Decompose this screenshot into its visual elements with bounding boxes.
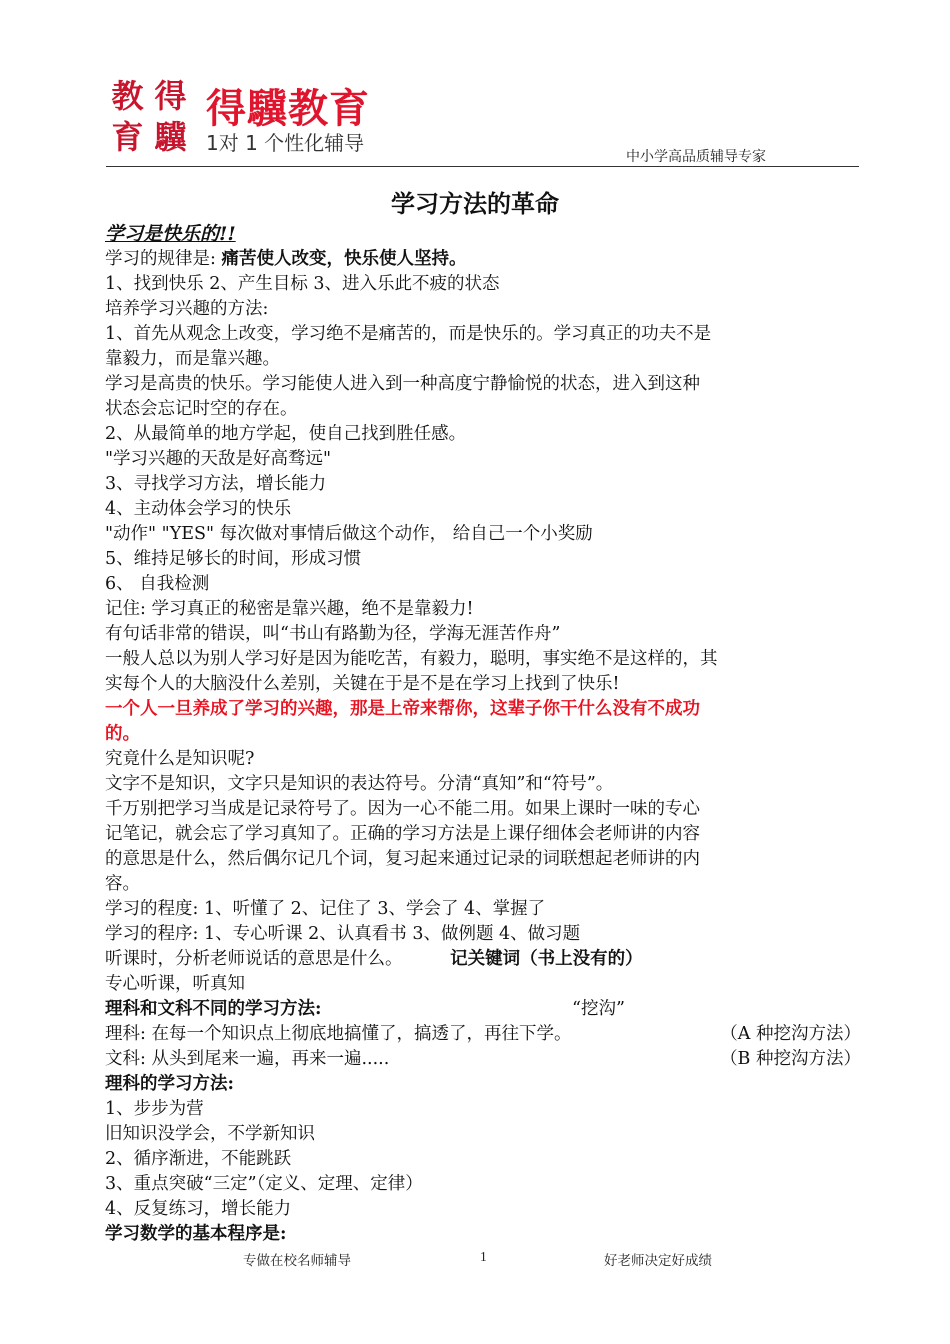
text-line: 一个人一旦养成了学习的兴趣，那是上帝来帮你，这辈子你干什么没有不成功 — [105, 699, 700, 719]
arts-text: 文科: 从头到尾来一遍，再来一遍..... — [105, 1049, 390, 1069]
text-line: 1、步步为营 — [105, 1099, 204, 1119]
highlight-block — [105, 697, 861, 747]
listen-text: 听课时，分析老师说话的意思是什么。 — [105, 949, 403, 969]
page-title: 学习方法的革命 — [391, 190, 559, 218]
text-line: 学习的程度: 1、听懂了 2、记住了 3、学会了 4、掌握了 — [105, 899, 546, 919]
listen-line — [105, 947, 861, 972]
method-quote: “挖沟” — [572, 999, 625, 1019]
text-line: 记住: 学习真正的秘密是靠兴趣，绝不是靠毅力! — [105, 599, 474, 619]
math-heading: 学习数学的基本程序是: — [105, 1224, 287, 1244]
text-line: 5、维持足够长的时间，形成习惯 — [105, 549, 362, 569]
text-line: 的意思是什么，然后偶尔记几个词，复习起来通过记录的词联想起老师讲的内 — [105, 849, 700, 869]
seal-char: 驥 — [154, 117, 187, 156]
text-line: 千万别把学习当成是记录符号了。因为一心不能二用。如果上课时一味的专心 — [105, 799, 700, 819]
text-line: 记笔记，就会忘了学习真知了。正确的学习方法是上课仔细体会老师讲的内容 — [105, 824, 700, 844]
footer-left: 专做在校名师辅导 — [243, 1253, 351, 1268]
text-line: 3、重点突破“三定”（定义、定理、定律） — [105, 1174, 423, 1194]
page-number: 1 — [480, 1249, 487, 1264]
text-line: 3、寻找学习方法，增长能力 — [105, 474, 327, 494]
logo-seal — [106, 75, 192, 157]
text-line: 有句话非常的错误，叫“书山有路勤为径，学海无涯苦作舟” — [105, 624, 561, 644]
text-line: 究竟什么是知识呢? — [105, 749, 255, 769]
brand-subtitle: 1对 1 个性化辅导 — [206, 131, 365, 155]
footer-right: 好老师决定好成绩 — [604, 1253, 712, 1268]
text-line: 状态会忘记时空的存在。 — [105, 399, 298, 419]
text-line: 的。 — [105, 724, 140, 744]
document-body — [105, 222, 861, 1247]
text-line: 文字不是知识，文字只是知识的表达符号。分清“真知”和“符号”。 — [105, 774, 614, 794]
text-line: 一般人总以为别人学习好是因为能吃苦，有毅力，聪明，事实绝不是这样的，其 — [105, 649, 718, 669]
doc-subtitle: 学习是快乐的!! — [105, 223, 236, 245]
law-label: 学习的规律是: — [105, 249, 216, 269]
text-line: "学习兴趣的天敌是好高骛远" — [105, 449, 332, 469]
science-text: 理科: 在每一个知识点上彻底地搞懂了，搞透了，再往下学。 — [105, 1024, 572, 1044]
method-heading-line — [105, 997, 861, 1022]
method-heading: 理科和文科不同的学习方法: — [105, 999, 322, 1019]
seal-char: 得 — [154, 76, 187, 115]
seal-char: 教 — [111, 76, 144, 115]
text-line: 容。 — [105, 874, 140, 894]
arts-note: （B 种挖沟方法） — [720, 1049, 861, 1069]
text-line: 6、 自我检测 — [105, 574, 210, 594]
brand-logo — [106, 75, 406, 160]
paragraph-block — [105, 272, 861, 697]
paragraph-block — [105, 747, 861, 947]
law-text: 痛苦使人改变，快乐使人坚持。 — [221, 249, 467, 269]
brand-name: 得驥教育 — [206, 86, 370, 132]
science-note: （A 种挖沟方法） — [720, 1024, 861, 1044]
header-divider — [106, 166, 859, 167]
header-tagline: 中小学高品质辅导专家 — [626, 150, 766, 165]
text-line: 1、找到快乐 2、产生目标 3、进入乐此不疲的状态 — [105, 274, 500, 294]
text-line: 靠毅力，而是靠兴趣。 — [105, 349, 280, 369]
text-line: 2、循序渐进，不能跳跃 — [105, 1149, 292, 1169]
arts-method-line — [105, 1047, 861, 1072]
text-line: 旧知识没学会，不学新知识 — [105, 1124, 315, 1144]
text-line: 学习的程序: 1、专心听课 2、认真看书 3、做例题 4、做习题 — [105, 924, 581, 944]
law-line — [105, 247, 861, 272]
text-line: 4、主动体会学习的快乐 — [105, 499, 292, 519]
listen-keyword: 记关键词（书上没有的） — [450, 949, 643, 969]
focus-line: 专心听课，听真知 — [105, 974, 245, 994]
seal-char: 育 — [111, 117, 144, 156]
text-line: 实每个人的大脑没什么差别，关键在于是不是在学习上找到了快乐! — [105, 674, 620, 694]
science-method-line — [105, 1022, 861, 1047]
science-heading: 理科的学习方法: — [105, 1074, 234, 1094]
science-list — [105, 1097, 861, 1222]
text-line: "动作" "YES" 每次做对事情后做这个动作， 给自己一个小奖励 — [105, 524, 593, 544]
text-line: 学习是高贵的快乐。学习能使人进入到一种高度宁静愉悦的状态，进入到这种 — [105, 374, 700, 394]
text-line: 培养学习兴趣的方法: — [105, 299, 269, 319]
text-line: 2、从最简单的地方学起，使自己找到胜任感。 — [105, 424, 467, 444]
text-line: 4、反复练习，增长能力 — [105, 1199, 292, 1219]
text-line: 1、首先从观念上改变，学习绝不是痛苦的，而是快乐的。学习真正的功夫不是 — [105, 324, 712, 344]
